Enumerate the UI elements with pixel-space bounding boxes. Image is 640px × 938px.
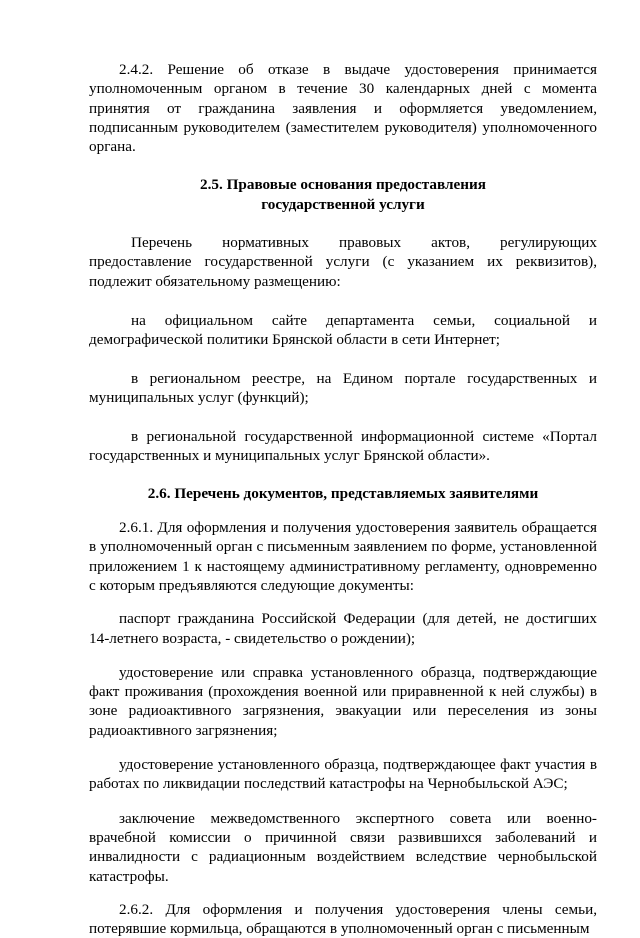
paragraph-regional-portal: в региональной государственной информационной системе «Портал государственных и муниципальных услуг Брянской области». <box>89 428 597 465</box>
paragraph-doc-chernobyl: удостоверение установленного образца, подтверждающее факт участия в работах по ликвидации последствий катастрофы на Чернобыльской АЭС; <box>89 756 597 793</box>
paragraph-legal-acts-intro: Перечень нормативных правовых актов, регулирующих предоставление государственной услуги (с указанием их реквизитов), подлежит обязательному размещению: <box>89 234 597 290</box>
section-heading-2-5 <box>89 175 597 214</box>
paragraph-official-site: на официальном сайте департамента семьи, социальной и демографической политики Брянской области в сети Интернет; <box>89 311 597 349</box>
paragraph-2-6-1: 2.6.1. Для оформления и получения удостоверения заявитель обращается в уполномоченный орган с письменным заявлением по форме, установленной приложением 1 к настоящему административному регламенту, одновременно с которым предъявляются следующие документы: <box>89 519 597 594</box>
paragraph-2-6-2: 2.6.2. Для оформления и получения удостоверения члены семьи, потерявшие кормильца, обращаются в уполномоченный орган с письменным <box>89 900 597 938</box>
heading-2-5-line-1: 2.5. Правовые основания предоставления <box>200 176 486 194</box>
paragraph-doc-residence: удостоверение или справка установленного образца, подтверждающие факт проживания (прохождения военной или приравненной к ней службы) в зоне радиоактивного загрязнения, эвакуации или переселения из зоны радиоактивного загрязнения; <box>89 663 597 739</box>
paragraph-doc-passport: паспорт гражданина Российской Федерации (для детей, не достигших 14-летнего возраста, - свидетельство о рождении); <box>89 610 597 647</box>
section-heading-2-6: 2.6. Перечень документов, представляемых заявителями <box>147 484 539 502</box>
paragraph-2-4-2: 2.4.2. Решение об отказе в выдаче удостоверения принимается уполномоченным органом в течение 30 календарных дней с момента принятия от гражданина заявления и оформляется уведомлением, подписанным руководителем (заместителем руководителя) уполномоченного органа. <box>89 61 597 156</box>
paragraph-doc-expert-council: заключение межведомственного экспертного совета или военно-врачебной комиссии о причинной связи развившихся заболеваний и инвалидности с радиационным воздействием вследствие чернобыльской катастрофы. <box>89 809 597 885</box>
paragraph-regional-registry: в региональном реестре, на Едином портале государственных и муниципальных услуг (функций); <box>89 369 597 406</box>
heading-2-5-line-2: государственной услуги <box>261 195 425 213</box>
